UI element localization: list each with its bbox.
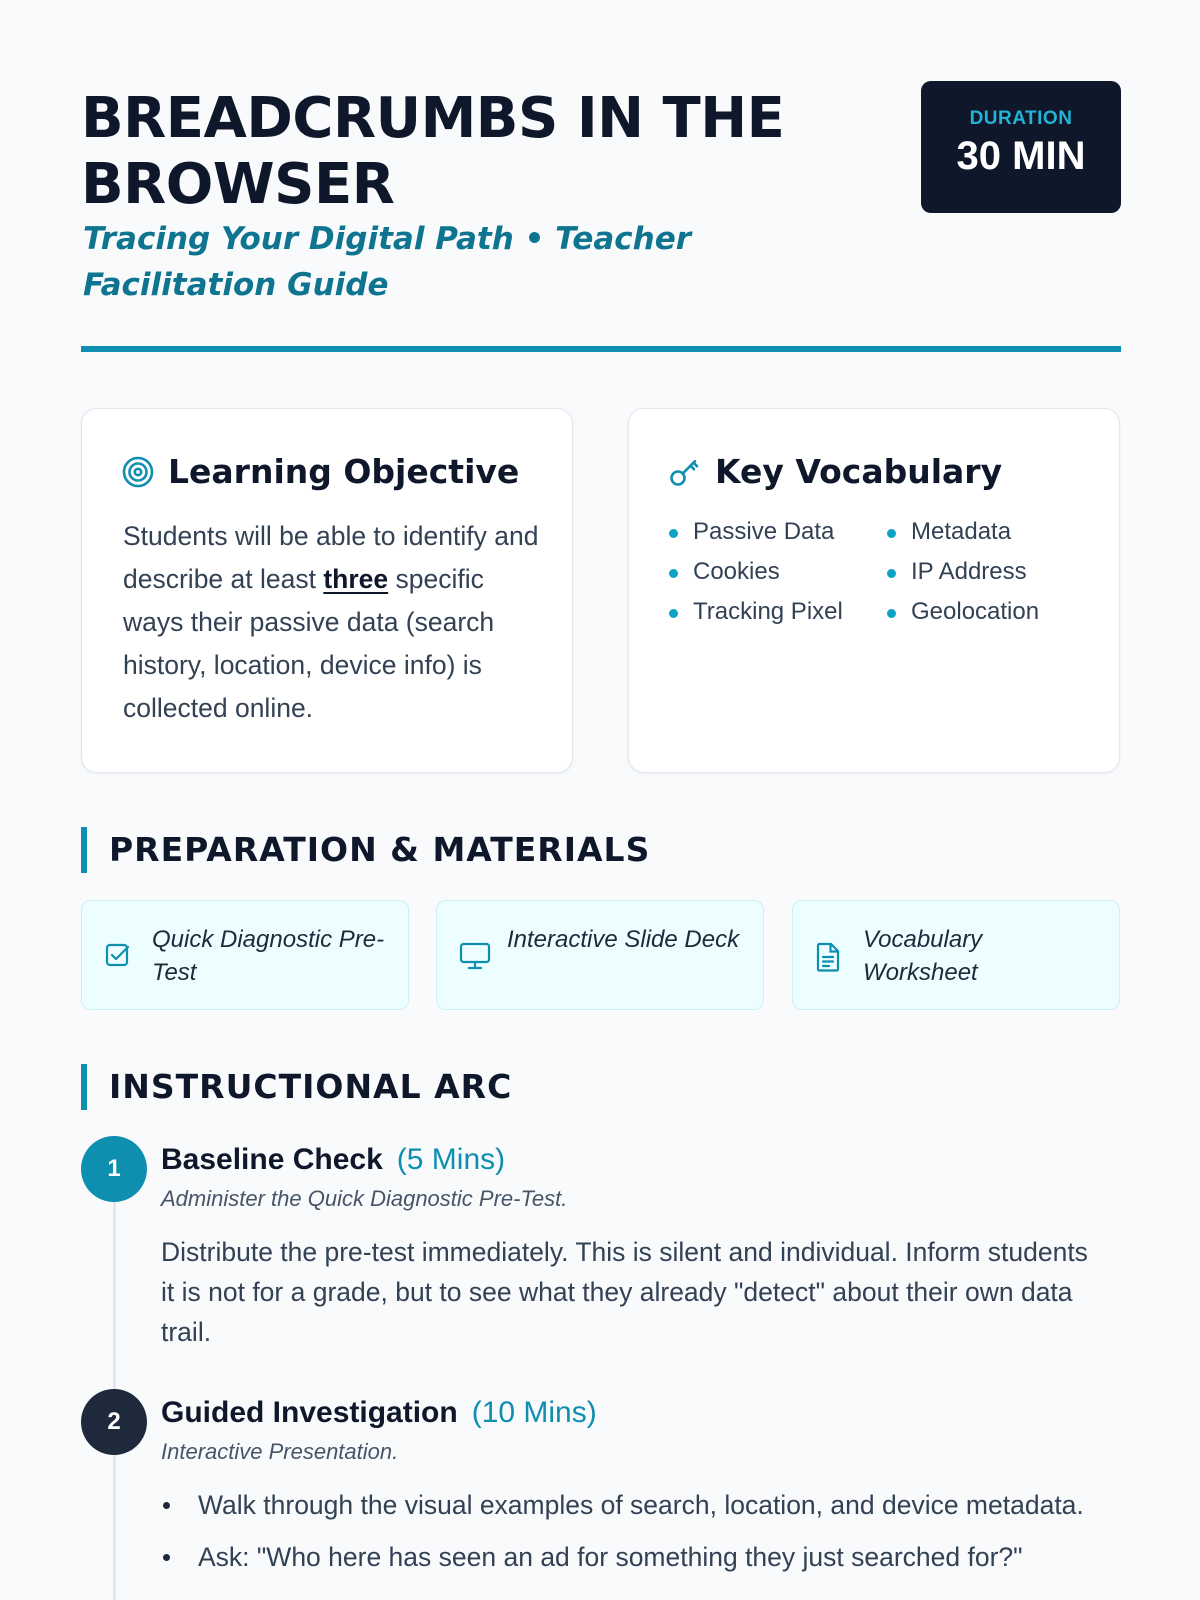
materials-list bbox=[81, 900, 1121, 1010]
material-item-worksheet bbox=[792, 900, 1120, 1010]
vocab-term: Tracking Pixel bbox=[669, 597, 887, 627]
monitor-icon bbox=[459, 942, 491, 970]
step-bullet: Walk through the visual examples of search, location, and device metadata. bbox=[161, 1485, 1101, 1525]
step-title: Baseline Check bbox=[161, 1143, 383, 1176]
duration-label: DURATION bbox=[969, 108, 1073, 129]
key-icon bbox=[669, 456, 701, 488]
document-icon bbox=[815, 942, 841, 972]
vocab-term: IP Address bbox=[887, 557, 1087, 587]
vocabulary-list bbox=[669, 517, 1089, 627]
step-heading bbox=[161, 1140, 505, 1180]
learning-objective-title: Learning Objective bbox=[168, 452, 520, 491]
objective-emphasis: three bbox=[323, 564, 389, 594]
step-duration: (10 Mins) bbox=[471, 1396, 597, 1429]
key-vocabulary-title: Key Vocabulary bbox=[715, 452, 1003, 491]
step-subtitle: Administer the Quick Diagnostic Pre-Test. bbox=[161, 1186, 568, 1211]
target-icon bbox=[122, 456, 154, 488]
step-description: Distribute the pre-test immediately. This is silent and individual. Inform students it is not for a grade, but to see what they already "detect" about their own data trail. bbox=[161, 1237, 1088, 1347]
instructional-timeline bbox=[81, 1136, 1121, 1600]
step-title: Guided Investigation bbox=[161, 1396, 458, 1429]
vocab-term: Geolocation bbox=[887, 597, 1087, 627]
duration-badge bbox=[921, 81, 1121, 213]
material-item-pre-test bbox=[81, 900, 409, 1010]
key-vocabulary-card bbox=[628, 408, 1120, 773]
material-label: Quick Diagnostic Pre-Test bbox=[152, 926, 385, 986]
step-number-badge: 2 bbox=[81, 1389, 147, 1455]
vocab-term: Cookies bbox=[669, 557, 887, 587]
timeline-line bbox=[113, 1166, 116, 1600]
step-bullet: Ask: "Who here has seen an ad for something they just searched for?" bbox=[161, 1537, 1101, 1577]
learning-objective-header bbox=[122, 452, 519, 491]
material-label: Interactive Slide Deck bbox=[507, 926, 740, 953]
page-subtitle: Tracing Your Digital Path • Teacher Facilitation Guide bbox=[83, 221, 692, 303]
material-label: Vocabulary Worksheet bbox=[863, 926, 983, 986]
key-vocabulary-header bbox=[669, 452, 1002, 491]
step-heading bbox=[161, 1393, 597, 1433]
material-item-slide-deck bbox=[436, 900, 764, 1010]
objective-text-end: specific ways their passive data (search history, location, device info) is collected online. bbox=[123, 564, 495, 723]
step-bullet-list bbox=[161, 1485, 1101, 1589]
step-number-badge: 1 bbox=[81, 1136, 147, 1202]
step-duration: (5 Mins) bbox=[396, 1143, 506, 1176]
learning-objective-card bbox=[81, 408, 573, 773]
page-header bbox=[81, 80, 1121, 352]
duration-value: 30 MIN bbox=[956, 134, 1086, 178]
checkbox-icon bbox=[104, 942, 130, 968]
vocab-term: Passive Data bbox=[669, 517, 887, 547]
instructional-arc-heading: INSTRUCTIONAL ARC bbox=[81, 1064, 512, 1110]
vocab-term: Metadata bbox=[887, 517, 1087, 547]
learning-objective-text bbox=[123, 515, 543, 730]
preparation-heading: PREPARATION & MATERIALS bbox=[81, 827, 650, 873]
step-subtitle: Interactive Presentation. bbox=[161, 1439, 399, 1464]
objective-text-start: Students will be able to identify and describe at least bbox=[123, 521, 539, 594]
page-title: BREADCRUMBS IN THE BROWSER bbox=[81, 86, 785, 217]
